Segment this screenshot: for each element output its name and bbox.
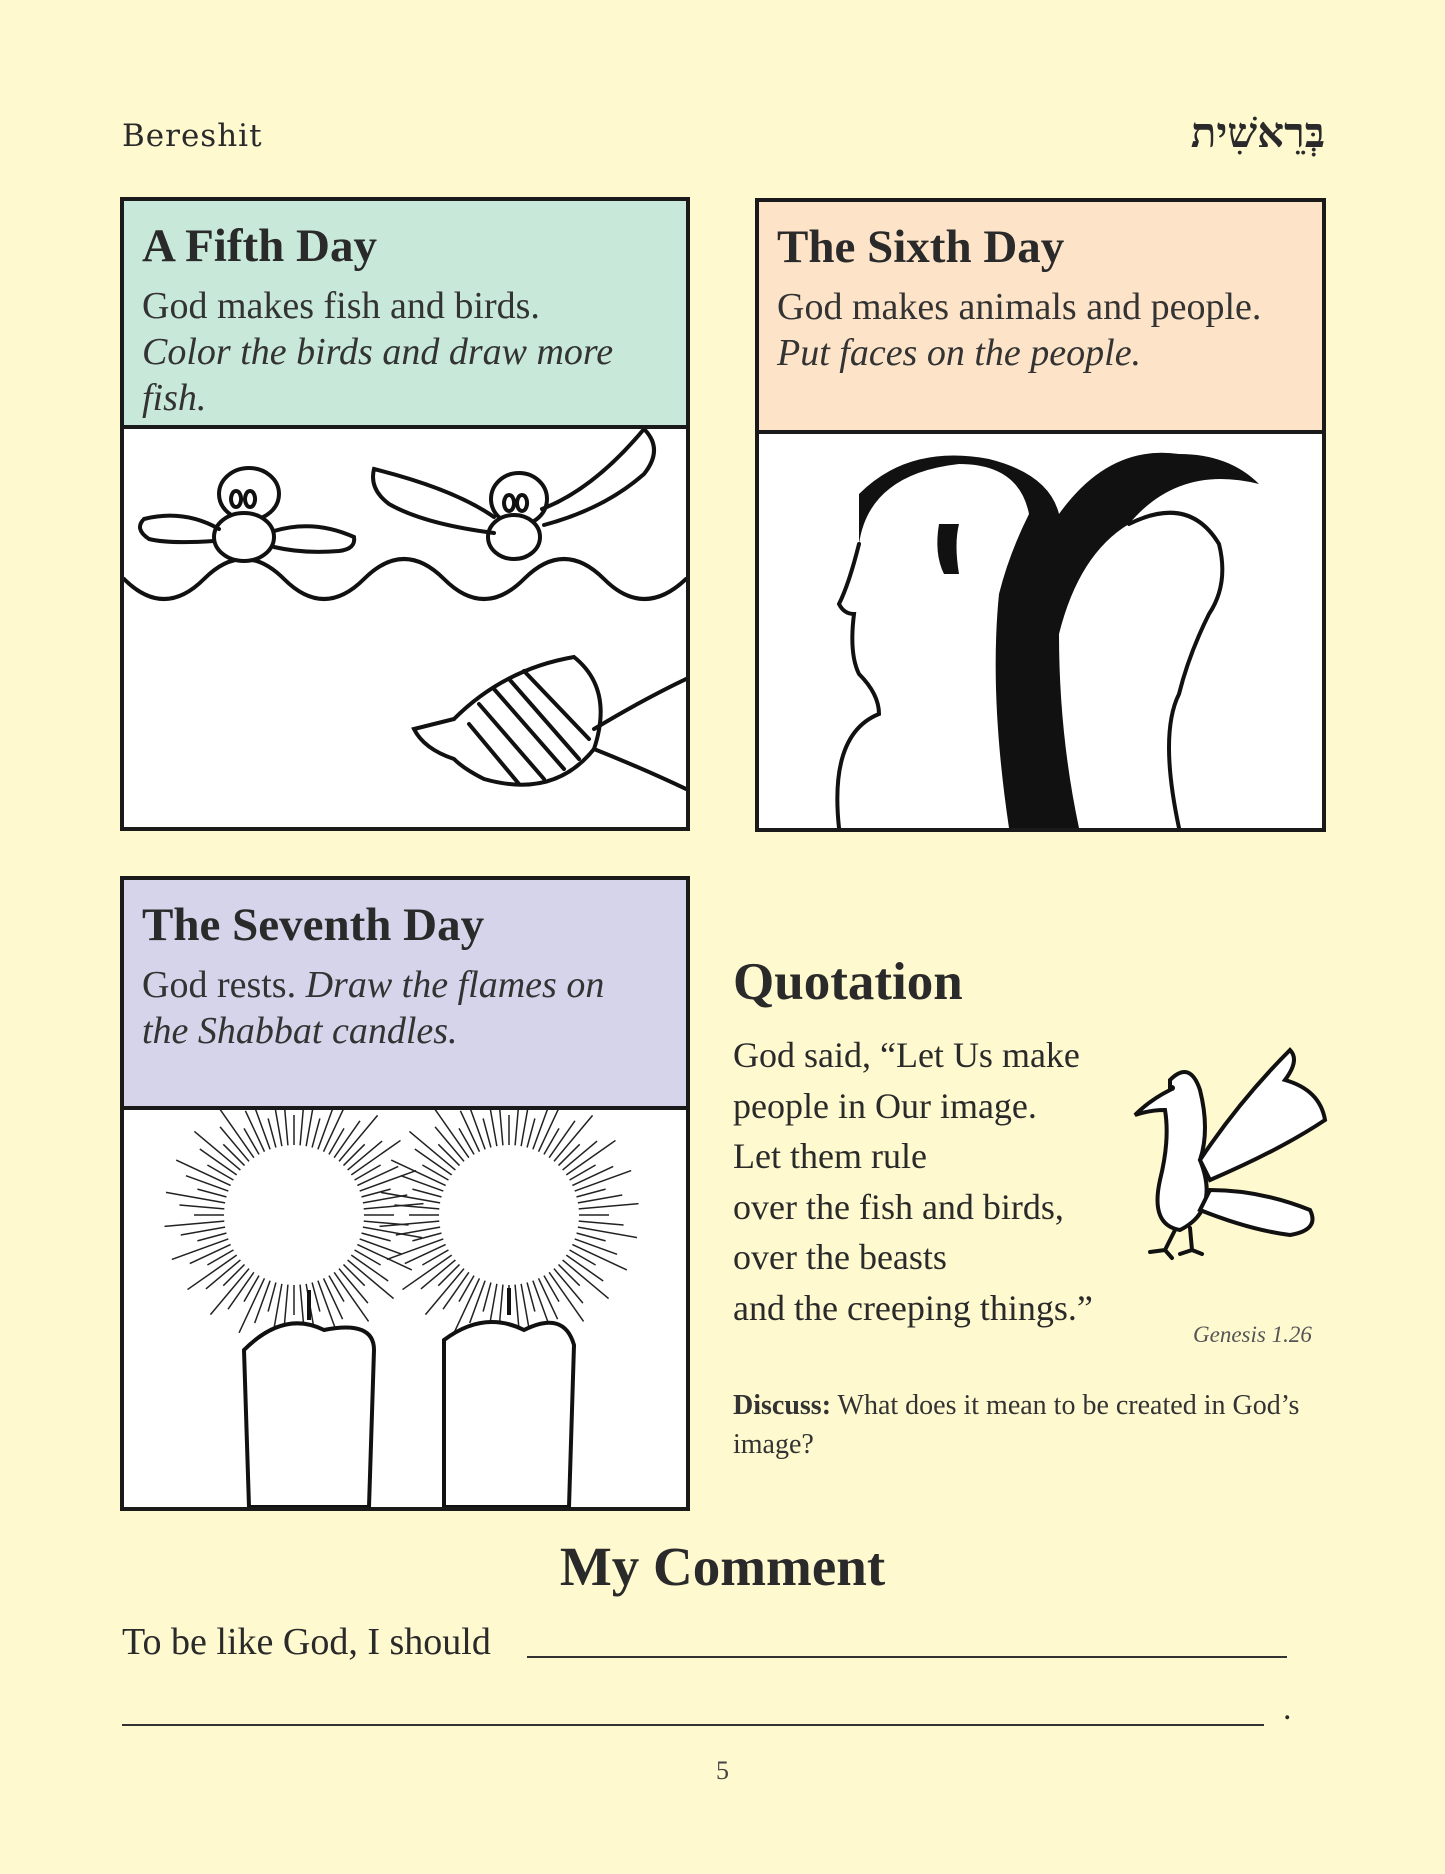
comment-title: My Comment	[559, 1536, 886, 1597]
fifth-day-caption	[124, 201, 686, 429]
seventh-day-text-a: God rests.	[142, 964, 297, 1006]
sixth-day-title: The Sixth Day	[777, 221, 1065, 273]
fifth-day-text: God makes fish and birds.	[142, 285, 540, 327]
seventh-day-title: The Seventh Day	[142, 899, 485, 951]
page-number: 5	[716, 1756, 729, 1785]
sixth-day-caption	[759, 202, 1322, 434]
hebrew-title: בְּרֵאשִׁית	[1190, 108, 1325, 157]
fifth-day-drawing[interactable]	[124, 429, 686, 827]
fifth-day-panel	[120, 197, 690, 831]
quotation-title: Quotation	[733, 953, 963, 1011]
discuss-prompt	[733, 1386, 1333, 1464]
quotation-line: over the fish and birds,	[733, 1186, 1064, 1227]
fifth-day-instruction: Color the birds and draw more fish.	[142, 331, 614, 419]
seventh-day-instruction: Draw the flames on	[305, 964, 605, 1006]
quotation-line: God said, “Let Us make	[733, 1035, 1080, 1075]
sixth-day-instruction: Put faces on the people.	[777, 332, 1142, 374]
discuss-text: What does it mean to be created in God’s image?	[733, 1390, 1300, 1460]
comment-answer-line-1[interactable]	[527, 1656, 1287, 1658]
seventh-day-drawing[interactable]	[124, 1110, 686, 1507]
sixth-day-drawing[interactable]	[759, 434, 1322, 828]
book-title: Bereshit	[122, 118, 263, 154]
seventh-day-text	[142, 962, 668, 1008]
discuss-label: Discuss:	[733, 1390, 832, 1421]
comment-period: .	[1283, 1690, 1292, 1727]
quotation-line: and the creeping things.”	[733, 1287, 1093, 1328]
sixth-day-text: God makes animals and people.	[777, 286, 1262, 328]
comment-answer-line-2[interactable]	[122, 1724, 1264, 1726]
seventh-day-caption	[124, 880, 686, 1110]
sixth-day-panel	[755, 198, 1326, 832]
comment-prompt: To be like God, I should	[122, 1621, 491, 1663]
quotation-line: people in Our image.	[733, 1085, 1037, 1126]
quotation-line: over the beasts	[733, 1237, 947, 1277]
quotation-text	[733, 1030, 1093, 1333]
seventh-day-panel	[120, 876, 690, 1511]
seventh-day-instruction-cont: the Shabbat candles.	[142, 1010, 458, 1052]
fifth-day-title: A Fifth Day	[142, 220, 377, 272]
quotation-citation: Genesis 1.26	[1193, 1322, 1312, 1347]
dove-illustration	[1120, 1040, 1350, 1274]
quotation-line: Let them rule	[733, 1136, 927, 1176]
